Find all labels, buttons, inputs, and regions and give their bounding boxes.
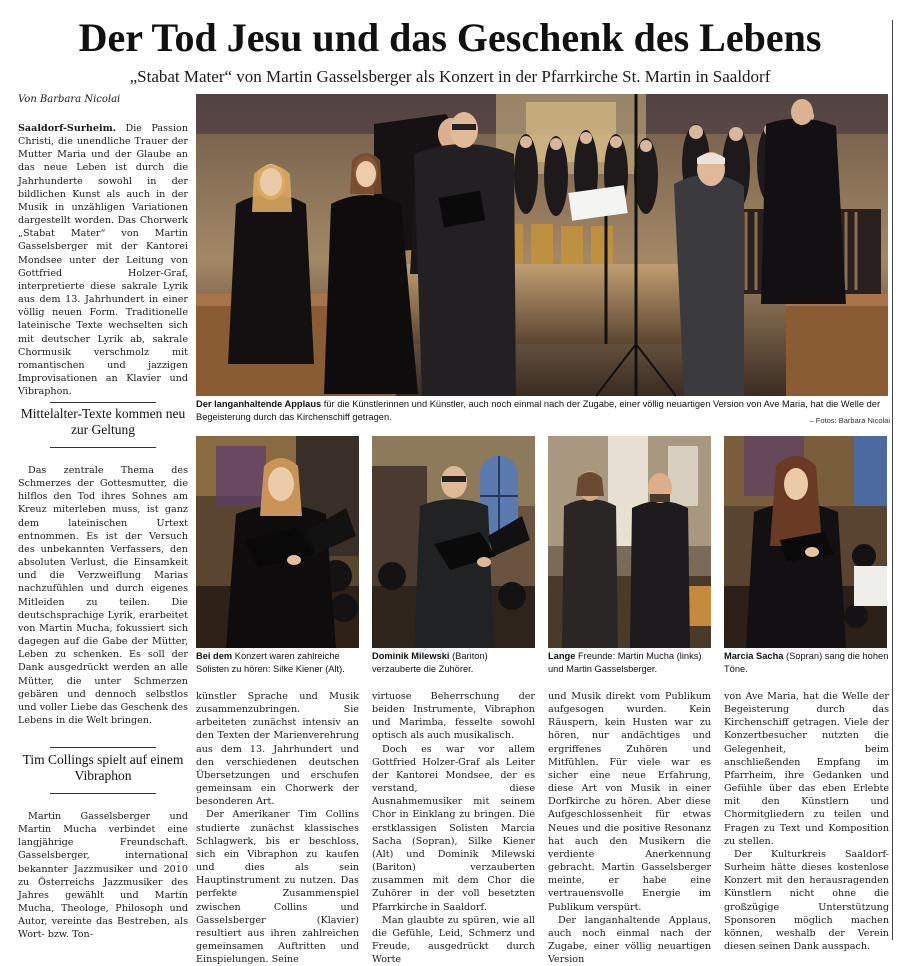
paragraph: Martin Gasselsberger und Martin Mucha verbindet eine langjährige Freundschaft. Gasselsberger, international bekannter Jazzmusiker und 2010 zu Österreichs Jazzmusiker des Jahres gewählt und Martin Mucha, Theologe, Philosoph und Autor, vereinte das Bestreben, als Wort- bzw. Ton- xyxy=(18,811,188,941)
dateline: Saaldorf-Surheim. xyxy=(18,123,117,134)
subtitle: Mittelalter-Texte kommen neu zur Geltung xyxy=(20,406,186,437)
paragraph: Der Kulturkreis Saaldorf-Surheim hätte dieses kostenlose Konzert mit den herausragenden Künstlern nicht ohne die großzügige Unterstützung Sponsoren möglich machen können, weshalb der Verein diesen seinen Dank ausspach. xyxy=(724,848,889,952)
subtitle: Tim Collings spielt auf einem Vibraphon xyxy=(22,752,184,783)
caption-text: für die Künstlerinnen und Künstler, auch noch einmal nach der Zugabe, einer völlig neuartigen Version von Ave Maria, hat die Welle der Begeisterung durch das Kirchenschiff getragen. xyxy=(196,399,881,422)
caption-text: (Bariton) verzauberte die Zuhörer. xyxy=(372,651,488,674)
photo-credit: – Fotos: Barbara Nicolai xyxy=(809,416,890,425)
photo-caption-2 xyxy=(372,650,535,676)
byline: Von Barbara Nicolai xyxy=(18,94,121,105)
caption-text: Freunde: Martin Mucha (links) und Martin Gasselsberger. xyxy=(548,651,702,674)
text-column-1 xyxy=(18,122,188,398)
paragraph: Das zentrale Thema des Schmerzes der Gottesmutter, die hilflos den Tod ihres Sohnes am Kreuz miterleben muss, ist ganz dem lateinischen Urtext entnommen. Es ist der Versuch des unbekannten Verfassers, den absoluten Verlust, die Einsamkeit und die Verzweiflung Marias nachzufühlen und durch eigenes Mitleiden zu teilen. Die deutschsprachige Lyrik, erarbeitet von Martin Mucha, fokussiert sich dagegen auf die Gabe der Mütter, Leben zu schenken. Es soll der Dank ausgedrückt werden an alle Mütter, die unter Schmerzen gebären und dennoch selbstlos und voller Liebe das Geschenk des Lebens in die Welt bringen. xyxy=(18,465,188,726)
concert-applause-photo xyxy=(196,94,888,396)
paragraph: Der Amerikaner Tim Collins studierte zunächst klassisches Schlagwerk, bis er beschloss, sich ein Vibraphon zu kaufen und dies als sein Hauptinstrument zu nutzen. Das perfekte Zusammenspiel zwischen Collins und Gasselsberger (Klavier) resultiert aus ihren zahlreichen gemeinsamen Auftritten und Einspielungen. Seine xyxy=(196,809,359,966)
main-photo-caption xyxy=(196,398,888,424)
paragraph-text: Die Passion Christi, die unendliche Trauer der Mutter Maria und der Glaube an das neue Leben ist durch die Jahrhunderte sowohl in der bildlichen Kunst als auch in der Musik in unzähligen Variationen dargestellt worden. Das Chorwerk „Stabat Mater“ von Martin Gasselsberger mit der Kantorei Mondsee unter der Leitung von Gottfried Holzer-Graf, interpretierte diese sakrale Lyrik aus dem 13. Jahrhundert in einer völlig neuen Form. Traditionelle lateinische Texte wechselten sich mit deutscher Lyrik ab, sakrale Chormusik verschmolz mit romantischen und jazzigen Improvisationen an Klavier und Vibraphon. xyxy=(18,123,188,398)
photo-mucha-gasselsberger xyxy=(548,436,711,648)
paragraph: künstler Sprache und Musik zusammenzubringen. Sie arbeiteten zunächst intensiv an den Texten der Marienverehrung aus dem 13. Jahrhundert und den verschiedenen deutschen Übersetzungen und erschufen gemeinsam ein Chorwerk der besonderen Art. xyxy=(196,691,359,808)
text-column-1c xyxy=(18,810,188,942)
photo-caption-1 xyxy=(196,650,359,676)
caption-text: Konzert waren zahlreiche Solisten zu hören: Silke Kiener (Alt). xyxy=(196,651,345,674)
column-divider xyxy=(892,20,893,940)
divider xyxy=(50,793,156,794)
soloist-soprano-photo xyxy=(724,436,887,648)
paragraph: Man glaubte zu spüren, wie all die Gefühle, Leid, Schmerz und Freude, ausgedrückt durch Worte xyxy=(372,914,535,966)
caption-text: (Sopran) sang die hohen Töne. xyxy=(724,651,889,674)
paragraph: virtuose Beherrschung der beiden Instrumente, Vibraphon und Marimba, fesselte sowohl optisch als auch musikalisch. xyxy=(372,691,535,742)
caption-lead: Lange xyxy=(548,651,576,661)
caption-lead: Dominik Milewski xyxy=(372,651,450,661)
friends-photo xyxy=(548,436,711,648)
caption-lead: Marcia Sacha xyxy=(724,651,784,661)
photo-caption-4 xyxy=(724,650,889,676)
paragraph: Der langanhaltende Applaus, auch noch einmal nach der Zugabe, einer völlig neuartigen Version xyxy=(548,914,711,966)
divider xyxy=(50,447,156,448)
soloist-alto-photo xyxy=(196,436,359,648)
text-column-1b xyxy=(18,464,188,742)
headline: Der Tod Jesu und das Geschenk des Lebens xyxy=(78,15,822,60)
paragraph xyxy=(18,122,188,398)
subheadline: „Stabat Mater“ von Martin Gasselsberger als Konzert in der Pfarrkirche St. Martin in Saaldorf xyxy=(129,67,771,86)
text-column-5 xyxy=(724,690,889,952)
caption-lead: Bei dem xyxy=(196,651,233,661)
paragraph: Doch es war vor allem Gottfried Holzer-Graf als Leiter der Kantorei Mondsee, der es verstand, diese Ausnahmemusiker mit seinem Chor in Einklang zu bringen. Die erstklassigen Solisten Marcia Sacha (Sopran), Silke Kiener (Alt) und Dominik Milewski (Bariton) verzauberten zusammen mit dem Chor die Zuhörer in der voll besetzten Pfarrkirche in Saaldorf. xyxy=(372,743,535,913)
caption-lead: Der langanhaltende Applaus xyxy=(196,399,322,409)
main-photo xyxy=(196,94,888,396)
text-column-3 xyxy=(372,690,535,966)
divider xyxy=(50,402,156,403)
text-column-2 xyxy=(196,690,359,966)
photo-dominik-milewski xyxy=(372,436,535,648)
paragraph: und Musik direkt vom Publikum aufgesogen wurden. Kein Räuspern, kein Husten war zu hören, nur andächtiges und ergriffenes Zuhören und Mitfühlen. Für viele war es sicher eine neue Erfahrung, diese Art von Musik in einer Dorfkirche zu hören. Aber diese Aufgeschlossenheit für etwas Neues und die positive Resonanz hat auch den Musikern die verdiente Anerkennung gebracht. Martin Gasselsberger meinte, er habe eine vertrauensvolle Energie im Publikum verspürt. xyxy=(548,691,711,913)
soloist-baritone-photo xyxy=(372,436,535,648)
paragraph: von Ave Maria, hat die Welle der Begeisterung durch das Kirchenschiff getragen. Viele der Konzertbesucher nutzten die Gelegenheit, beim anschließenden Empfang im Pfarrheim, ihre Gedanken und Gefühle über das eben Erlebte mit den Künstlern und Chormitgliedern zu teilen und Fragen zu Text und Komposition zu stellen. xyxy=(724,691,889,847)
divider xyxy=(50,747,156,748)
photo-silke-kiener xyxy=(196,436,359,648)
photo-caption-3 xyxy=(548,650,711,676)
photo-marcia-sacha xyxy=(724,436,887,648)
text-column-4 xyxy=(548,690,711,966)
